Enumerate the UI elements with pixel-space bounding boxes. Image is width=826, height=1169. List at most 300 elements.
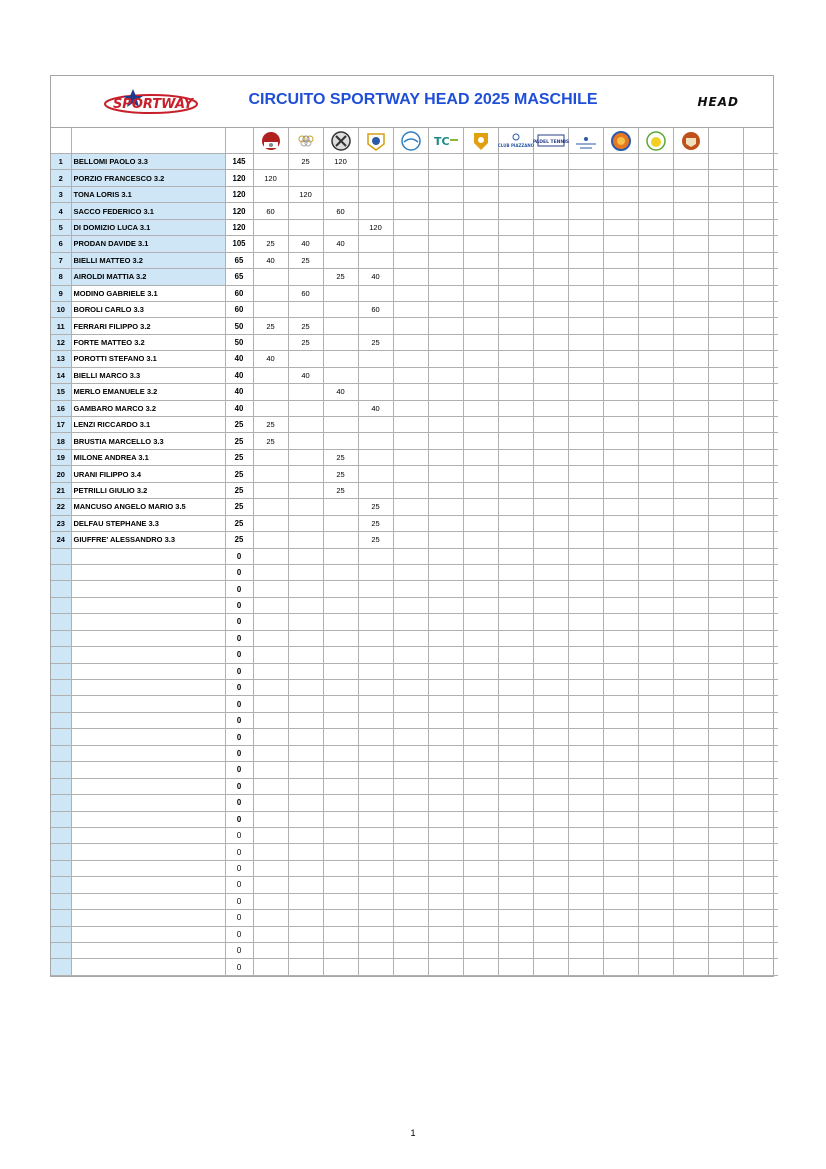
points-cell: [708, 581, 743, 597]
page-title: CIRCUITO SPORTWAY HEAD 2025 MASCHILE: [248, 91, 598, 108]
total-points-cell: 0: [225, 910, 253, 926]
points-cell: [533, 351, 568, 367]
points-cell: [638, 630, 673, 646]
points-cell: [393, 417, 428, 433]
points-cell: [708, 515, 743, 531]
points-cell: [498, 170, 533, 186]
points-cell: [323, 663, 358, 679]
points-cell: [498, 417, 533, 433]
points-cell: 25: [323, 466, 358, 482]
points-cell: [498, 893, 533, 909]
player-name-cell: MANCUSO ANGELO MARIO 3.5: [71, 499, 225, 515]
points-cell: [393, 433, 428, 449]
empty-row: [51, 844, 778, 860]
table-row: [51, 186, 778, 202]
total-points-cell: 25: [225, 417, 253, 433]
points-cell: 40: [358, 269, 393, 285]
rank-cell: [51, 943, 71, 959]
rank-cell: 20: [51, 466, 71, 482]
player-name-cell: [71, 811, 225, 827]
points-cell: [358, 877, 393, 893]
player-name-cell: [71, 597, 225, 613]
player-name-cell: [71, 729, 225, 745]
points-cell: [358, 647, 393, 663]
points-cell: [708, 269, 743, 285]
points-cell: [393, 219, 428, 235]
points-cell: [428, 269, 463, 285]
points-cell: 25: [323, 482, 358, 498]
rank-cell: [51, 893, 71, 909]
points-cell: [463, 827, 498, 843]
points-cell: [253, 301, 288, 317]
points-cell: [708, 795, 743, 811]
club-logo-cell: [428, 128, 463, 154]
total-points-cell: 0: [225, 663, 253, 679]
points-cell: 60: [358, 301, 393, 317]
points-cell: [673, 285, 708, 301]
points-cell: [393, 795, 428, 811]
orange-ball-logo-icon: [604, 130, 638, 152]
padel-tennis-logo-icon: [534, 130, 568, 152]
points-cell: [568, 564, 603, 580]
points-cell: [358, 778, 393, 794]
table-row: [51, 532, 778, 548]
player-name-cell: PRODAN DAVIDE 3.1: [71, 236, 225, 252]
rank-cell: [51, 630, 71, 646]
points-cell: [498, 564, 533, 580]
points-cell: [638, 564, 673, 580]
points-cell: [463, 893, 498, 909]
points-cell: [743, 630, 778, 646]
tennis-circle-logo-icon: [394, 130, 428, 152]
points-cell: [533, 795, 568, 811]
points-cell: [498, 647, 533, 663]
points-cell: [638, 236, 673, 252]
points-cell: [708, 564, 743, 580]
points-cell: [743, 680, 778, 696]
rank-cell: [51, 910, 71, 926]
points-cell: [288, 301, 323, 317]
points-cell: [638, 384, 673, 400]
points-cell: [498, 482, 533, 498]
points-cell: [323, 285, 358, 301]
points-cell: [603, 564, 638, 580]
points-cell: [533, 285, 568, 301]
points-cell: [288, 482, 323, 498]
points-cell: [288, 663, 323, 679]
points-cell: [743, 236, 778, 252]
points-cell: [603, 745, 638, 761]
points-cell: [708, 614, 743, 630]
club-logo-cell: [498, 128, 533, 154]
total-points-cell: 120: [225, 219, 253, 235]
points-cell: [638, 515, 673, 531]
points-cell: [533, 762, 568, 778]
rank-cell: 2: [51, 170, 71, 186]
total-points-cell: 0: [225, 844, 253, 860]
points-cell: [498, 301, 533, 317]
points-cell: [323, 170, 358, 186]
empty-row: [51, 795, 778, 811]
points-cell: [603, 285, 638, 301]
points-cell: [673, 647, 708, 663]
points-cell: [708, 647, 743, 663]
rank-cell: 14: [51, 367, 71, 383]
points-cell: [428, 301, 463, 317]
points-cell: [463, 186, 498, 202]
points-cell: [463, 778, 498, 794]
points-cell: 40: [253, 252, 288, 268]
empty-row: [51, 811, 778, 827]
points-cell: [603, 795, 638, 811]
points-cell: [603, 712, 638, 728]
player-name-cell: [71, 581, 225, 597]
points-cell: [393, 827, 428, 843]
points-cell: [288, 433, 323, 449]
points-cell: [568, 154, 603, 170]
club-logo-cell: [673, 128, 708, 154]
points-cell: [743, 203, 778, 219]
points-cell: [463, 154, 498, 170]
points-cell: [743, 811, 778, 827]
points-cell: [288, 729, 323, 745]
points-cell: [498, 367, 533, 383]
points-cell: [533, 482, 568, 498]
points-cell: [743, 532, 778, 548]
points-cell: [463, 499, 498, 515]
club-logo-cell: [743, 128, 778, 154]
points-cell: [603, 252, 638, 268]
empty-row: [51, 663, 778, 679]
total-points-cell: 25: [225, 466, 253, 482]
points-cell: [498, 614, 533, 630]
total-points-cell: 0: [225, 680, 253, 696]
points-cell: [428, 548, 463, 564]
points-cell: [638, 499, 673, 515]
points-cell: 40: [323, 384, 358, 400]
points-cell: [393, 532, 428, 548]
points-cell: [533, 548, 568, 564]
points-cell: [393, 877, 428, 893]
points-cell: [463, 630, 498, 646]
points-cell: [568, 696, 603, 712]
points-cell: [568, 449, 603, 465]
points-cell: [288, 515, 323, 531]
points-cell: [568, 384, 603, 400]
points-cell: [253, 811, 288, 827]
points-cell: [393, 860, 428, 876]
points-cell: [428, 499, 463, 515]
points-cell: [638, 269, 673, 285]
points-cell: [638, 827, 673, 843]
points-cell: [498, 466, 533, 482]
points-cell: [428, 614, 463, 630]
points-cell: [673, 630, 708, 646]
total-points-cell: 65: [225, 252, 253, 268]
points-cell: [253, 778, 288, 794]
points-cell: [743, 433, 778, 449]
points-cell: [358, 564, 393, 580]
points-cell: [638, 729, 673, 745]
points-cell: [638, 334, 673, 350]
points-cell: [603, 597, 638, 613]
points-cell: [743, 581, 778, 597]
points-cell: [708, 334, 743, 350]
points-cell: [603, 663, 638, 679]
points-cell: [638, 811, 673, 827]
player-name-cell: [71, 860, 225, 876]
table-row: [51, 203, 778, 219]
points-cell: [743, 351, 778, 367]
points-cell: [358, 597, 393, 613]
total-points-cell: 0: [225, 729, 253, 745]
player-name-cell: LENZI RICCARDO 3.1: [71, 417, 225, 433]
points-cell: [638, 301, 673, 317]
points-cell: [673, 433, 708, 449]
rank-cell: 8: [51, 269, 71, 285]
points-cell: [708, 384, 743, 400]
table-row: [51, 285, 778, 301]
player-name-cell: BIELLI MARCO 3.3: [71, 367, 225, 383]
rank-cell: 13: [51, 351, 71, 367]
points-cell: [393, 186, 428, 202]
points-cell: [743, 778, 778, 794]
points-cell: [603, 762, 638, 778]
points-cell: [288, 959, 323, 975]
points-cell: [533, 203, 568, 219]
points-cell: [253, 860, 288, 876]
points-cell: [568, 499, 603, 515]
points-cell: [253, 400, 288, 416]
points-cell: [358, 745, 393, 761]
player-name-cell: GIUFFRE' ALESSANDRO 3.3: [71, 532, 225, 548]
points-cell: [498, 910, 533, 926]
points-cell: [288, 170, 323, 186]
empty-row: [51, 581, 778, 597]
points-cell: [323, 499, 358, 515]
points-cell: [498, 433, 533, 449]
rank-cell: [51, 680, 71, 696]
total-points-cell: 0: [225, 548, 253, 564]
points-cell: [603, 334, 638, 350]
points-cell: [568, 203, 603, 219]
points-cell: [673, 499, 708, 515]
points-cell: [428, 417, 463, 433]
points-cell: [638, 203, 673, 219]
points-cell: 25: [253, 318, 288, 334]
points-cell: [463, 811, 498, 827]
points-cell: [323, 893, 358, 909]
points-cell: [673, 860, 708, 876]
points-cell: [603, 926, 638, 942]
points-cell: [568, 532, 603, 548]
points-cell: [253, 712, 288, 728]
rank-cell: 19: [51, 449, 71, 465]
rank-cell: 15: [51, 384, 71, 400]
rank-cell: 12: [51, 334, 71, 350]
green-yellow-emblem-logo-icon: [639, 130, 673, 152]
rank-cell: 1: [51, 154, 71, 170]
rank-cell: 7: [51, 252, 71, 268]
points-cell: [533, 499, 568, 515]
points-cell: [673, 170, 708, 186]
points-cell: [288, 384, 323, 400]
rank-cell: 17: [51, 417, 71, 433]
points-cell: [323, 219, 358, 235]
active-tennis-logo-icon: [569, 130, 603, 152]
player-name-cell: MODINO GABRIELE 3.1: [71, 285, 225, 301]
points-cell: [743, 515, 778, 531]
player-name-cell: [71, 745, 225, 761]
points-cell: [323, 811, 358, 827]
points-cell: [323, 186, 358, 202]
points-cell: [498, 499, 533, 515]
points-cell: [743, 860, 778, 876]
points-cell: [428, 959, 463, 975]
points-cell: [358, 860, 393, 876]
total-points-cell: 25: [225, 515, 253, 531]
points-cell: [498, 696, 533, 712]
points-cell: [463, 696, 498, 712]
player-name-cell: [71, 827, 225, 843]
total-points-cell: 145: [225, 154, 253, 170]
points-cell: [393, 564, 428, 580]
total-points-cell: 0: [225, 597, 253, 613]
points-cell: [463, 532, 498, 548]
points-cell: [393, 515, 428, 531]
points-cell: [638, 351, 673, 367]
points-cell: [323, 301, 358, 317]
points-cell: [708, 630, 743, 646]
points-cell: [323, 318, 358, 334]
points-cell: [673, 269, 708, 285]
points-cell: [393, 384, 428, 400]
points-cell: [498, 860, 533, 876]
player-name-cell: MERLO EMANUELE 3.2: [71, 384, 225, 400]
points-cell: [253, 334, 288, 350]
svg-text:SPORTWAY: SPORTWAY: [112, 97, 194, 112]
player-name-cell: MILONE ANDREA 3.1: [71, 449, 225, 465]
points-cell: [568, 515, 603, 531]
points-cell: [568, 417, 603, 433]
points-cell: [603, 729, 638, 745]
points-cell: [288, 269, 323, 285]
table-row: [51, 252, 778, 268]
points-cell: [428, 778, 463, 794]
points-cell: [393, 614, 428, 630]
points-cell: [638, 647, 673, 663]
points-cell: [533, 647, 568, 663]
points-cell: [428, 680, 463, 696]
points-cell: [708, 417, 743, 433]
points-cell: [568, 745, 603, 761]
points-cell: [498, 943, 533, 959]
points-cell: [288, 844, 323, 860]
points-cell: [498, 762, 533, 778]
points-cell: 40: [358, 400, 393, 416]
club-logo-cell: [288, 128, 323, 154]
points-cell: [288, 926, 323, 942]
points-cell: [603, 943, 638, 959]
points-cell: [288, 696, 323, 712]
points-cell: [428, 236, 463, 252]
points-cell: [428, 318, 463, 334]
points-cell: [323, 795, 358, 811]
points-cell: 120: [253, 170, 288, 186]
points-cell: [358, 449, 393, 465]
points-cell: [393, 630, 428, 646]
points-cell: [533, 663, 568, 679]
rank-cell: [51, 844, 71, 860]
points-cell: [533, 597, 568, 613]
points-cell: [428, 893, 463, 909]
points-cell: [358, 417, 393, 433]
empty-row: [51, 762, 778, 778]
points-cell: [323, 252, 358, 268]
points-cell: [323, 564, 358, 580]
empty-row: [51, 712, 778, 728]
points-cell: [428, 811, 463, 827]
points-cell: [673, 515, 708, 531]
points-cell: [673, 926, 708, 942]
points-cell: [323, 762, 358, 778]
points-cell: [743, 269, 778, 285]
points-cell: [323, 860, 358, 876]
points-cell: [288, 614, 323, 630]
points-cell: [638, 482, 673, 498]
points-cell: [568, 712, 603, 728]
player-name-cell: [71, 564, 225, 580]
points-cell: [393, 400, 428, 416]
points-cell: [708, 893, 743, 909]
points-cell: [638, 959, 673, 975]
points-cell: [463, 318, 498, 334]
points-cell: [568, 351, 603, 367]
points-cell: [673, 564, 708, 580]
club-logo-cell: [463, 128, 498, 154]
points-cell: [463, 943, 498, 959]
points-cell: [428, 400, 463, 416]
points-cell: [253, 384, 288, 400]
rank-cell: [51, 827, 71, 843]
empty-row: [51, 745, 778, 761]
points-cell: [288, 647, 323, 663]
points-cell: 60: [323, 203, 358, 219]
points-cell: [603, 532, 638, 548]
player-name-cell: TONA LORIS 3.1: [71, 186, 225, 202]
points-cell: [568, 318, 603, 334]
player-name-cell: DI DOMIZIO LUCA 3.1: [71, 219, 225, 235]
points-cell: [463, 959, 498, 975]
points-cell: [358, 318, 393, 334]
points-cell: [533, 417, 568, 433]
points-cell: [533, 252, 568, 268]
points-cell: [638, 170, 673, 186]
points-cell: [323, 778, 358, 794]
points-cell: 25: [288, 154, 323, 170]
points-cell: [463, 795, 498, 811]
points-cell: [673, 154, 708, 170]
player-name-cell: [71, 647, 225, 663]
points-cell: [393, 449, 428, 465]
points-cell: [288, 417, 323, 433]
points-cell: [743, 844, 778, 860]
points-cell: [498, 236, 533, 252]
table-row: [51, 482, 778, 498]
points-cell: [568, 762, 603, 778]
player-name-cell: BRUSTIA MARCELLO 3.3: [71, 433, 225, 449]
points-cell: [498, 712, 533, 728]
